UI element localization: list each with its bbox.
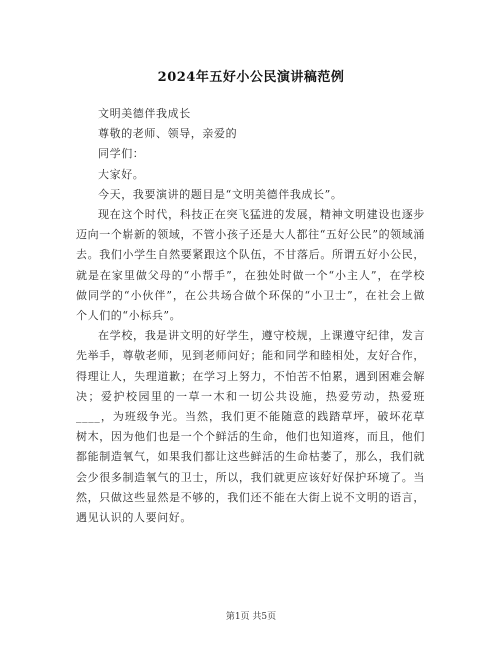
- salutation-line-2: 同学们：: [98, 147, 145, 161]
- salutation-line-1: 尊敬的老师、领导，亲爱的: [98, 127, 238, 141]
- document-title: 2024年五好小公民演讲稿范例: [157, 70, 345, 85]
- document-body: [76, 104, 425, 528]
- intro-paragraph: 今天，我要演讲的题目是“文明美德伴我成长”。: [98, 187, 343, 201]
- speech-topic: 文明美德伴我成长: [98, 107, 191, 120]
- body-paragraph-1: 现在这个时代，科技正在突飞猛进的发展，精神文明建设也逐步迈向一个崭新的领域，不管小孩子还是大人都往“五好公民”的领域涌去。我们小学生自然要紧跟这个队伍，不甘落后。所谓五好小公民，就是在家里做父母的“小帮手”，在独处时做一个“小主人”，在学校做同学的“小伙伴”，在公共场合做个环保的“小卫士”，在社会上做个人们的“小标兵”。: [76, 208, 425, 323]
- page-footer: 第1页 共5页: [225, 612, 277, 622]
- body-paragraph-2: 在学校，我是讲文明的好学生，遵守校规，上课遵守纪律，发言先举手，尊敬老师，见到老师问好；能和同学和睦相处，友好合作，得理让人，失理道歉；在学习上努力，不怕苦不怕累，遇到困难会解决；爱护校园里的一草一木和一切公共设施，热爱劳动，热爱班____，为班级争光。当然，我们更不能随意的践踏草坪，破坏花草树木，因为他们也是一个个鲜活的生命，他们也知道疼，而且，他们都能制造氧气，如果我们都让这些鲜活的生命枯萎了，那么，我们就会少很多制造氧气的卫士，所以，我们就更应该好好保护环境了。当然，只做这些显然是不够的，我们还不能在大街上说不文明的语言，遇见认识的人要问好。: [76, 329, 425, 525]
- greeting: 大家好。: [98, 167, 145, 181]
